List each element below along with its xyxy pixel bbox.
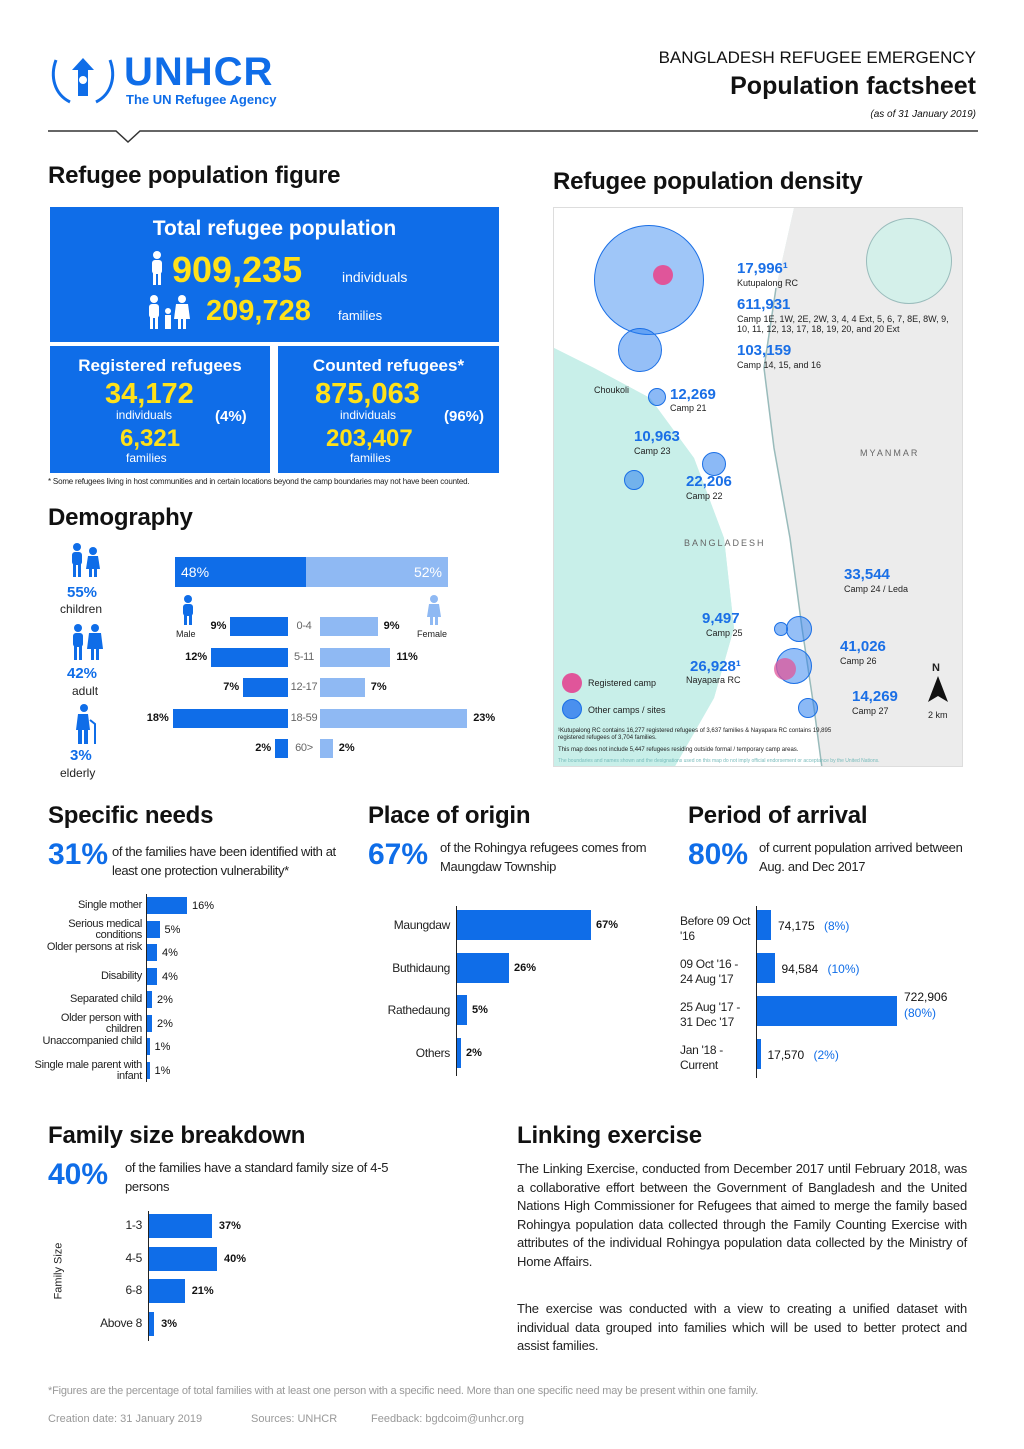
map-num-23: 10,963 <box>634 428 680 445</box>
children-icon <box>68 543 102 577</box>
origin-label: Maungdaw <box>393 918 450 932</box>
arrival-heading: Period of arrival <box>688 802 868 829</box>
demography-male-bar <box>243 678 288 697</box>
arrival-bar <box>757 996 897 1026</box>
scale-label: 2 km <box>928 710 948 720</box>
map-name-kutupalong: Kutupalong RC <box>737 278 799 288</box>
origin-label: Rathedaung <box>387 1003 450 1017</box>
female-total: 52% <box>413 564 442 580</box>
map-num-main: 611,931 <box>737 296 791 313</box>
total-individuals: 909,235 <box>172 249 303 290</box>
demography-male-pct: 18% <box>146 711 169 724</box>
demography-age-label: 18-59 <box>290 711 318 724</box>
family-icon <box>146 295 190 331</box>
demography-male-pct: 7% <box>223 681 240 693</box>
map-num-25: 9,497 <box>702 610 740 627</box>
family-size-heading: Family size breakdown <box>48 1122 306 1149</box>
demography-female-bar <box>320 678 365 697</box>
family-label: 1-3 <box>125 1218 142 1232</box>
specific-needs-heading: Specific needs <box>48 802 214 829</box>
map-name-main: Camp 1E, 1W, 2E, 2W, 3, 4, 4 Ext, 5, 6, 7, 8E, 8W, 9, 10, 11, 12, 13, 17, 18, 19, 20, and 20 Ext <box>737 314 949 334</box>
needs-bar <box>147 1015 152 1032</box>
demography-male-bar <box>275 739 288 758</box>
elderly-label: elderly <box>60 766 96 780</box>
demography-male-pct: 9% <box>210 620 227 632</box>
header-divider <box>48 124 978 144</box>
linking-paragraph-1: The Linking Exercise, conducted from December 2017 until February 2018, was a collaborative effort between the Government of Bangladesh and the United Nations High Commissioner for Refugees that aimed to merge the family based Rohingya population data collected through the Family Counting Exercise with attributes of the individual Rohingya population data collected by the Ministry of Home Affairs. <box>517 1161 967 1269</box>
map-num-22: 22,206 <box>686 473 732 490</box>
registered-box <box>50 346 270 473</box>
registered-individuals: 34,172 <box>105 378 194 410</box>
laurel-icon <box>48 50 118 108</box>
family-bar <box>149 1312 154 1336</box>
map-name-21: Camp 21 <box>670 403 707 413</box>
map-num-nayapara: 26,928¹ <box>690 658 741 675</box>
origin-bar <box>457 953 509 983</box>
arrival-bar <box>757 953 775 983</box>
origin-text: of the Rohingya refugees comes from Maungdaw Township <box>440 840 647 874</box>
map-num-14-16: 103,159 <box>737 342 792 359</box>
demography-heading: Demography <box>48 504 193 531</box>
total-population-box <box>50 207 499 342</box>
camp-circle-14-16 <box>618 328 662 372</box>
map-place-choukoli: Choukoli <box>594 385 630 395</box>
needs-label: Older person with children <box>60 1011 142 1035</box>
demography-female-pct: 9% <box>383 620 400 632</box>
family-pct: 40% <box>224 1252 247 1265</box>
north-arrow-icon <box>928 676 948 702</box>
map-name-24: Camp 24 / Leda <box>844 584 909 594</box>
needs-pct: 4% <box>162 947 178 959</box>
origin-label: Others <box>415 1045 450 1060</box>
counted-individuals: 875,063 <box>315 378 420 410</box>
origin-pct: 5% <box>472 1004 488 1016</box>
counted-families: 203,407 <box>326 425 413 452</box>
needs-bar <box>147 968 157 985</box>
map-country-bangladesh: BANGLADESH <box>684 538 766 548</box>
origin-bar <box>457 910 591 940</box>
arrival-period: 25 Aug '17 - 31 Dec '17 <box>680 1000 741 1029</box>
map-num-kutupalong: 17,996¹ <box>737 260 788 277</box>
map-name-27: Camp 27 <box>852 706 889 716</box>
arrival-period: Before 09 Oct '16 <box>680 914 751 943</box>
map-note-2: This map does not include 5,447 refugees residing outside formal / temporary camp areas. <box>558 747 799 753</box>
origin-pct: 2% <box>466 1046 482 1059</box>
registered-title: Registered refugees <box>78 356 242 375</box>
family-label: 6-8 <box>125 1283 142 1297</box>
elderly-icon <box>68 704 98 744</box>
total-families-unit: families <box>338 308 383 323</box>
arrival-count: 94,584 <box>781 962 819 976</box>
needs-pct: 2% <box>157 994 173 1006</box>
arrival-big: 80% <box>688 838 749 871</box>
demography-female-bar <box>320 739 333 758</box>
total-families: 209,728 <box>206 295 311 327</box>
registered-individuals-unit: individuals <box>116 408 173 422</box>
needs-pct: 4% <box>162 970 178 983</box>
demography-female-bar <box>320 617 378 636</box>
needs-label: Single male parent with infant <box>34 1058 142 1082</box>
family-bar <box>149 1247 217 1271</box>
adult-icon <box>70 624 104 660</box>
needs-pct: 1% <box>154 1041 171 1053</box>
map-num-21: 12,269 <box>670 386 716 403</box>
arrival-count: 722,906 <box>904 990 948 1004</box>
org-name: UNHCR <box>124 50 274 94</box>
arrival-pct: (8%) <box>824 919 850 933</box>
legend-registered-label: Registered camp <box>588 678 657 688</box>
demography-female-bar <box>320 709 467 728</box>
demography-age-label: 0-4 <box>296 620 312 632</box>
person-icon <box>150 251 164 285</box>
org-subtitle: The UN Refugee Agency <box>126 92 277 107</box>
demography-female-pct: 23% <box>473 711 496 724</box>
footer-note: *Figures are the percentage of total families with at least one person with a specific need. More than one specific need may be present within one family. <box>48 1385 759 1397</box>
arrival-bar <box>757 910 771 940</box>
needs-pct: 16% <box>192 900 215 912</box>
camp-circle-21 <box>648 388 666 406</box>
needs-bar <box>147 991 152 1008</box>
family-size-axis-label: Family Size <box>52 1242 65 1300</box>
camp-circle-23 <box>624 470 644 490</box>
family-size-text: of the families have a standard family size of 4-5 persons <box>125 1160 389 1194</box>
adult-pct: 42% <box>67 665 98 682</box>
footer-sources: Sources: UNHCR <box>251 1413 338 1425</box>
camp-circle-25 <box>774 622 788 636</box>
map-name-14-16: Camp 14, 15, and 16 <box>737 360 822 370</box>
needs-bar <box>147 897 187 914</box>
footer-creation: Creation date: 31 January 2019 <box>48 1413 203 1425</box>
map-name-25: Camp 25 <box>706 628 743 638</box>
registered-families: 6,321 <box>120 425 181 452</box>
demography-age-label: 5-11 <box>294 650 314 663</box>
adult-label: adult <box>72 684 99 698</box>
male-label: Male <box>176 629 196 639</box>
family-pct: 3% <box>161 1317 177 1330</box>
family-size-big: 40% <box>48 1158 109 1191</box>
demography-female-pct: 7% <box>370 681 387 693</box>
arrival-count: 17,570 <box>767 1048 805 1062</box>
demography-male-bar <box>173 709 288 728</box>
origin-bar <box>457 1038 461 1068</box>
needs-bar <box>147 1062 150 1079</box>
origin-pct: 67% <box>596 919 619 931</box>
female-label: Female <box>417 629 448 639</box>
population-heading: Refugee population figure <box>48 162 341 189</box>
demography-male-bar <box>211 648 288 667</box>
page-title: Population factsheet <box>730 72 976 100</box>
demography-age-label: 12-17 <box>290 681 318 693</box>
needs-label: Disability <box>100 969 142 982</box>
arrival-bar <box>757 1039 761 1069</box>
family-label: Above 8 <box>100 1315 142 1330</box>
needs-label: Serious medical conditions <box>68 917 142 941</box>
population-footnote: * Some refugees living in host communities and in certain locations beyond the camp boundaries may not have been counted. <box>48 477 470 486</box>
registered-camp-kutupalong <box>653 265 673 285</box>
origin-bar <box>457 995 467 1025</box>
camp-circle-large <box>594 225 704 335</box>
needs-label: Older persons at risk <box>46 941 142 953</box>
linking-heading: Linking exercise <box>517 1122 702 1149</box>
demography-female-pct: 11% <box>396 650 418 663</box>
arrival-pct: (80%) <box>904 1006 937 1020</box>
demography-female-pct: 2% <box>338 742 355 754</box>
family-label: 4-5 <box>125 1250 142 1265</box>
needs-pct: 5% <box>164 923 181 936</box>
map-name-nayapara: Nayapara RC <box>686 675 741 685</box>
children-label: children <box>60 602 103 616</box>
origin-heading: Place of origin <box>368 802 531 829</box>
specific-needs-text: of the families have been identified with at least one protection vulnerability* <box>112 844 336 878</box>
arrival-period: 09 Oct '16 - 24 Aug '17 <box>680 957 739 986</box>
demography-female-bar <box>320 648 390 667</box>
male-total-bar <box>175 557 306 587</box>
arrival-pct: (2%) <box>813 1048 839 1062</box>
origin-big: 67% <box>368 838 429 871</box>
demography-age-label: 60> <box>295 742 313 754</box>
origin-label: Buthidaung <box>392 960 450 975</box>
map-note-1: ¹Kutupalong RC contains 16,277 registered refugees of 3,637 families & Nayapara RC contains 19,895 registered refugees of 3,704 families. <box>558 728 832 741</box>
needs-pct: 1% <box>154 1064 171 1077</box>
needs-pct: 2% <box>157 1017 173 1030</box>
legend-registered-swatch <box>562 673 582 693</box>
camp-circle-24 <box>786 616 812 642</box>
density-map <box>553 207 963 767</box>
total-title: Total refugee population <box>152 217 397 240</box>
male-total: 48% <box>181 564 210 580</box>
density-heading: Refugee population density <box>553 168 863 195</box>
map-num-26: 41,026 <box>840 638 886 655</box>
needs-label: Separated child <box>70 993 142 1005</box>
needs-label: Single mother <box>78 899 142 911</box>
needs-bar <box>147 944 157 961</box>
counted-title: Counted refugees* <box>312 356 465 375</box>
unhcr-logo <box>48 50 298 110</box>
globe-inset <box>866 218 952 304</box>
demography-male-pct: 12% <box>185 650 208 663</box>
specific-needs-big: 31% <box>48 838 109 871</box>
children-pct: 55% <box>67 584 98 601</box>
map-note-3: The boundaries and names shown and the designations used on this map do not imply official endorsement or acceptance by the United Nations. <box>558 758 880 764</box>
legend-other-label: Other camps / sites <box>588 705 666 715</box>
counted-individuals-unit: individuals <box>340 408 397 422</box>
map-name-23: Camp 23 <box>634 446 671 456</box>
footer-feedback[interactable]: Feedback: bgdcoim@unhcr.org <box>371 1413 525 1425</box>
total-individuals-unit: individuals <box>342 269 408 285</box>
demography-male-pct: 2% <box>255 742 272 754</box>
family-bar <box>149 1214 212 1238</box>
family-pct: 21% <box>191 1285 214 1297</box>
header-kicker: BANGLADESH REFUGEE EMERGENCY <box>658 48 976 67</box>
female-total-bar <box>306 557 448 587</box>
origin-pct: 26% <box>514 961 537 974</box>
family-bar <box>149 1279 185 1303</box>
needs-label: Unaccompanied child <box>42 1035 142 1047</box>
map-num-27: 14,269 <box>852 688 898 705</box>
registered-pct: (4%) <box>215 408 247 425</box>
elderly-pct: 3% <box>70 747 92 764</box>
map-num-24: 33,544 <box>844 566 890 583</box>
linking-paragraph-2: The exercise was conducted with a view to creating a unified dataset with individual data grouped into families which will be used to better protect and assist families. <box>517 1301 967 1353</box>
header-date: (as of 31 January 2019) <box>870 109 976 120</box>
arrival-period: Jan '18 - Current <box>680 1043 723 1072</box>
arrival-text: of current population arrived between Aug. and Dec 2017 <box>759 840 963 874</box>
map-country-myanmar: MYANMAR <box>860 448 920 458</box>
counted-pct: (96%) <box>444 408 485 425</box>
map-name-22: Camp 22 <box>686 491 723 501</box>
needs-bar <box>147 1038 150 1055</box>
legend-other-swatch <box>562 699 582 719</box>
male-icon <box>182 595 194 625</box>
registered-camp-nayapara <box>774 658 796 680</box>
female-icon <box>427 595 441 625</box>
needs-bar <box>147 921 160 938</box>
camp-circle-27 <box>798 698 818 718</box>
demography-male-bar <box>230 617 288 636</box>
registered-families-unit: families <box>126 451 167 465</box>
arrival-count: 74,175 <box>778 919 815 933</box>
arrival-pct: (10%) <box>827 962 860 976</box>
family-pct: 37% <box>218 1220 241 1232</box>
counted-families-unit: families <box>350 451 391 465</box>
map-name-26: Camp 26 <box>840 656 877 666</box>
north-label: N <box>932 662 940 674</box>
counted-box <box>278 346 499 473</box>
